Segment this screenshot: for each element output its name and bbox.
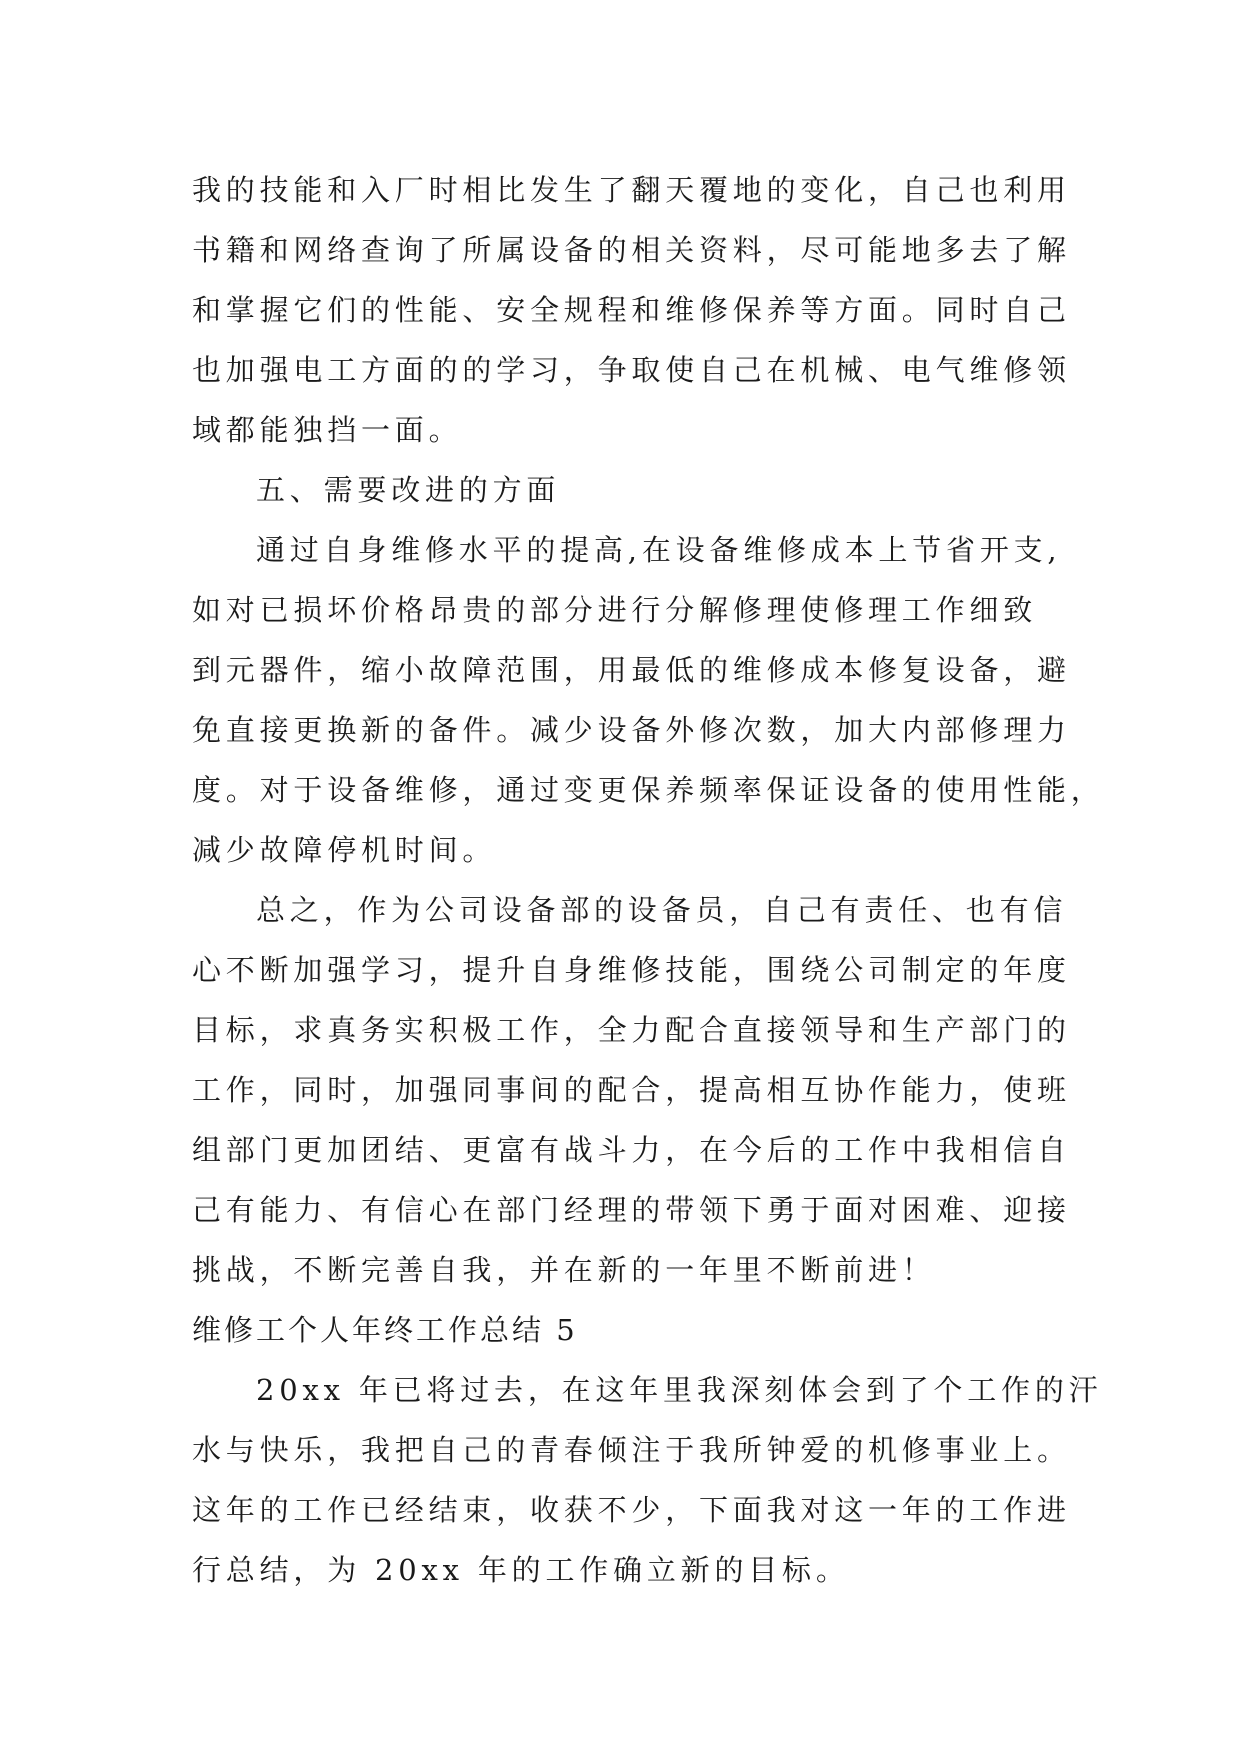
text-line: 我的技能和入厂时相比发生了翻天覆地的变化，自己也利用 (192, 173, 1071, 207)
text-line: 度。对于设备维修，通过变更保养频率保证设备的使用性能， (192, 773, 1105, 807)
text-line: 目标，求真务实积极工作，全力配合直接领导和生产部门的 (192, 1013, 1071, 1047)
text-line: 域都能独挡一面。 (192, 413, 463, 447)
text-line: 己有能力、有信心在部门经理的带领下勇于面对困难、迎接 (192, 1193, 1071, 1227)
text-line: 水与快乐，我把自己的青春倾注于我所钟爱的机修事业上。 (192, 1433, 1071, 1467)
text-line: 减少故障停机时间。 (192, 833, 497, 867)
paragraph-start-line: 总之，作为公司设备部的设备员，自己有责任、也有信 (256, 893, 1068, 927)
text-line: 和掌握它们的性能、安全规程和维修保养等方面。同时自己 (192, 293, 1071, 327)
text-line: 心不断加强学习，提升自身维修技能，围绕公司制定的年度 (192, 953, 1071, 987)
document-body (192, 160, 1105, 1600)
text-line: 行总结，为 20xx 年的工作确立新的目标。 (192, 1553, 850, 1587)
text-line: 挑战，不断完善自我，并在新的一年里不断前进！ (192, 1253, 936, 1287)
paragraph-start-line: 20xx 年已将过去，在这年里我深刻体会到了个工作的汗 (256, 1373, 1103, 1407)
document-title: 维修工个人年终工作总结 5 (192, 1313, 578, 1347)
section-heading: 五、需要改进的方面 (256, 473, 561, 507)
text-line: 也加强电工方面的的学习，争取使自己在机械、电气维修领 (192, 353, 1071, 387)
text-line: 到元器件，缩小故障范围，用最低的维修成本修复设备，避 (192, 653, 1071, 687)
text-line: 书籍和网络查询了所属设备的相关资料，尽可能地多去了解 (192, 233, 1071, 267)
text-line: 这年的工作已经结束，收获不少，下面我对这一年的工作进 (192, 1493, 1071, 1527)
text-line: 组部门更加团结、更富有战斗力，在今后的工作中我相信自 (192, 1133, 1071, 1167)
paragraph-start-line: 通过自身维修水平的提高,在设备维修成本上节省开支, (256, 533, 1062, 567)
text-line: 工作，同时，加强同事间的配合，提高相互协作能力，使班 (192, 1073, 1071, 1107)
text-line: 如对已损坏价格昂贵的部分进行分解修理使修理工作细致 (192, 593, 1038, 627)
text-line: 免直接更换新的备件。减少设备外修次数，加大内部修理力 (192, 713, 1071, 747)
